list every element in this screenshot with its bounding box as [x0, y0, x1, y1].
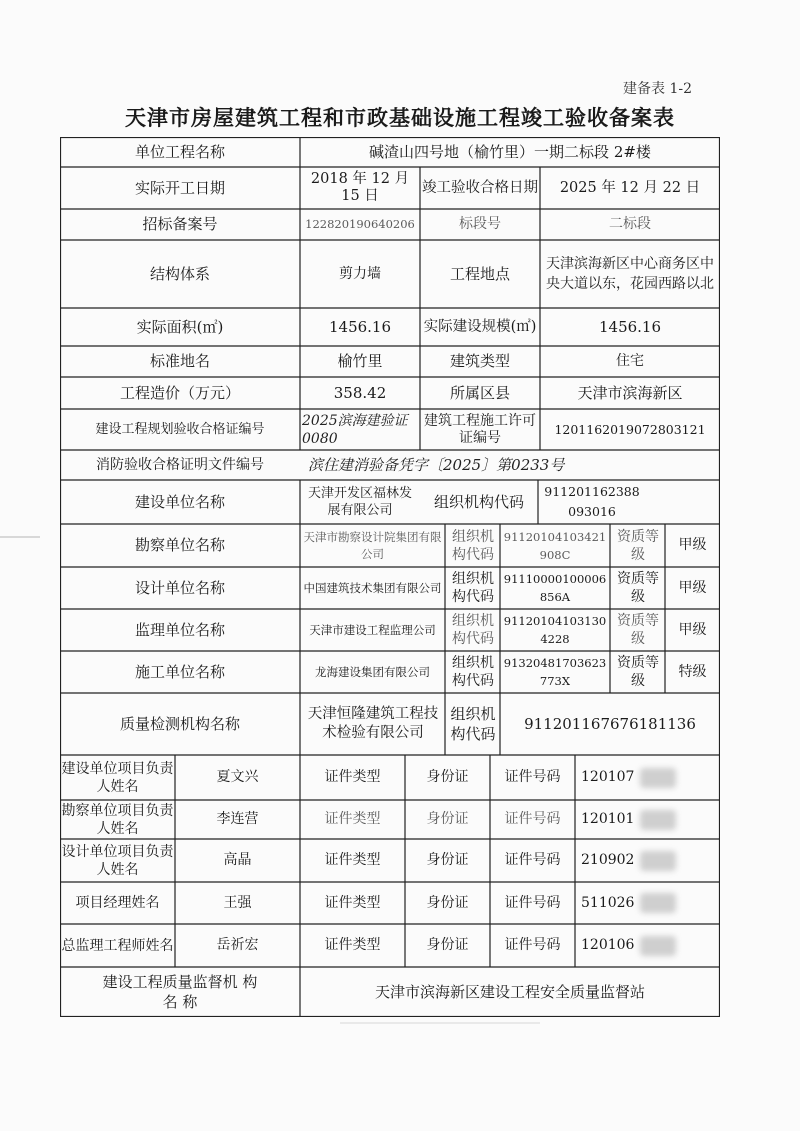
id-no-value — [575, 800, 726, 839]
id-no-label: 证件号码 — [504, 811, 561, 827]
location-label: 工程地点 — [449, 264, 510, 283]
unit-code: 91120104103421908C — [503, 529, 607, 562]
id-type-value: 身份证 — [426, 937, 469, 953]
bid-no-value: 122820190640206 — [305, 217, 415, 231]
supervision-label: 建设工程质量监督机 构 名 称 — [102, 973, 258, 1011]
id-type-label: 证件类型 — [324, 811, 381, 827]
unit-name: 中国建筑技术集团有限公司 — [303, 580, 442, 595]
unit-name: 龙海建设集团有限公司 — [315, 664, 430, 679]
person-label: 总监理工程师姓名 — [61, 937, 174, 954]
completion-date-value: 2025 年 12 月 22 日 — [559, 179, 701, 196]
bid-no-label: 招标备案号 — [142, 215, 218, 233]
builder-code-value: 911201162388093016 — [544, 484, 640, 519]
redaction-blur — [640, 839, 700, 882]
unit-qual: 特级 — [678, 663, 707, 680]
supervision-value: 天津市滨海新区建设工程安全质量监督站 — [374, 982, 645, 1001]
redaction-blur — [640, 755, 700, 800]
person-label: 设计单位项目负责人姓名 — [61, 843, 174, 878]
testing-value: 天津恒隆建筑工程技术检验有限公司 — [307, 706, 439, 741]
permit-value: 1201162019072803121 — [554, 421, 706, 437]
fire-cert-label: 消防验收合格证明文件编号 — [96, 456, 264, 473]
id-type-value: 身份证 — [426, 852, 469, 868]
person-name: 岳祈宏 — [216, 937, 259, 953]
person-label: 项目经理姓名 — [75, 894, 160, 911]
place-name-label: 标准地名 — [149, 352, 210, 370]
unit-label: 施工单位名称 — [134, 662, 225, 681]
area-label: 实际面积(㎡) — [136, 317, 224, 336]
id-type-label: 证件类型 — [324, 937, 381, 953]
structure-value: 剪力墙 — [339, 265, 381, 282]
id-no-label: 证件号码 — [504, 852, 561, 868]
structure-label: 结构体系 — [149, 264, 210, 283]
redaction-blur — [640, 882, 700, 924]
building-type-value: 住宅 — [616, 353, 644, 369]
unit-code-label: 组织机构代码 — [452, 655, 494, 689]
id-type-value: 身份证 — [426, 811, 469, 827]
fire-cert-value: 滨住建消验备凭字〔2025〕第0233号 — [308, 455, 565, 474]
unit-code-label: 组织机构代码 — [452, 613, 494, 647]
scale-label: 实际建设规模(㎡) — [423, 318, 537, 335]
unit-qual-label: 资质等级 — [617, 528, 659, 563]
section-no-value: 二标段 — [609, 216, 651, 232]
testing-label: 质量检测机构名称 — [119, 714, 240, 733]
unit-label: 设计单位名称 — [134, 578, 225, 597]
unit-qual-label: 资质等级 — [617, 571, 659, 605]
unit-label: 勘察单位名称 — [134, 536, 225, 554]
unit-qual-label: 资质等级 — [617, 613, 659, 647]
testing-code-label: 组织机构代码 — [450, 705, 496, 743]
page-title: 天津市房屋建筑工程和市政基础设施工程竣工验收备案表 — [125, 106, 675, 130]
start-date-value: 2018 年 12 月 15 日 — [310, 171, 410, 204]
id-no-label: 证件号码 — [504, 894, 561, 911]
id-no-label: 证件号码 — [504, 937, 561, 953]
unit-label: 监理单位名称 — [134, 620, 225, 639]
id-type-value: 身份证 — [426, 894, 469, 911]
completion-date-label: 竣工验收合格日期 — [422, 179, 538, 196]
unit-qual: 甲级 — [678, 537, 707, 553]
id-no-label: 证件号码 — [504, 769, 561, 785]
district-label: 所属区县 — [449, 383, 510, 402]
id-no-text: 120107 — [581, 769, 635, 785]
builder-value: 天津开发区福林发展有限公司 — [307, 486, 412, 518]
location-value: 天津滨海新区中心商务区中央大道以东，花园西路以北 — [546, 256, 714, 292]
unit-qual: 甲级 — [678, 579, 707, 596]
person-name: 李连营 — [216, 811, 259, 827]
person-name: 高晶 — [223, 852, 252, 868]
unit-name: 天津市建设工程监理公司 — [309, 622, 436, 637]
id-no-text: 511026 — [581, 894, 635, 911]
district-value: 天津市滨海新区 — [577, 383, 683, 402]
id-type-label: 证件类型 — [324, 769, 381, 785]
unit-code-label: 组织机构代码 — [452, 571, 494, 605]
id-type-label: 证件类型 — [324, 852, 381, 868]
testing-code-value: 911201167676181136 — [524, 714, 696, 733]
id-no-value — [575, 839, 726, 882]
plan-cert-label: 建设工程规划验收合格证编号 — [95, 421, 265, 437]
id-no-text: 210902 — [581, 852, 635, 868]
id-no-value — [575, 882, 726, 924]
start-date-label: 实际开工日期 — [134, 178, 225, 197]
project-name-value: 碱渣山四号地（榆竹里）一期二标段 2#楼 — [369, 142, 651, 161]
builder-label: 建设单位名称 — [134, 492, 225, 511]
id-no-text: 120106 — [581, 937, 635, 953]
redaction-blur — [640, 924, 700, 967]
id-no-text: 120101 — [581, 811, 635, 827]
id-type-label: 证件类型 — [324, 894, 381, 911]
permit-label: 建筑工程施工许可证编号 — [424, 412, 536, 446]
place-name-value: 榆竹里 — [337, 352, 383, 370]
project-name-label: 单位工程名称 — [134, 142, 225, 161]
unit-name: 天津市勘察设计院集团有限公司 — [303, 529, 442, 561]
redaction-blur — [640, 800, 700, 839]
person-label: 建设单位项目负责人姓名 — [61, 760, 174, 795]
person-name: 王强 — [223, 894, 252, 911]
unit-code: 911201041031304228 — [503, 614, 607, 646]
id-type-value: 身份证 — [426, 769, 469, 785]
form-code: 建备表 1-2 — [623, 81, 692, 97]
plan-cert-value: 2025滨海建验证0080 — [302, 412, 408, 447]
unit-qual-label: 资质等级 — [617, 655, 659, 689]
building-type-label: 建筑类型 — [449, 352, 510, 370]
cost-label: 工程造价（万元） — [119, 383, 240, 402]
unit-qual: 甲级 — [678, 621, 707, 638]
scan-mark — [340, 1022, 540, 1024]
cost-value: 358.42 — [333, 383, 387, 402]
unit-code: 91110000100006856A — [503, 572, 607, 604]
section-no-label: 标段号 — [459, 216, 501, 232]
scan-mark — [0, 536, 40, 538]
id-no-value — [575, 755, 726, 800]
person-label: 勘察单位项目负责人姓名 — [61, 802, 174, 837]
area-value: 1456.16 — [328, 317, 392, 336]
record-form — [60, 137, 720, 1017]
id-no-value — [575, 924, 726, 967]
unit-code: 91320481703623773X — [503, 656, 607, 688]
builder-code-label: 组织机构代码 — [433, 492, 524, 511]
person-name: 夏文兴 — [216, 769, 259, 785]
scale-value: 1456.16 — [598, 317, 662, 336]
unit-code-label: 组织机构代码 — [452, 528, 494, 563]
